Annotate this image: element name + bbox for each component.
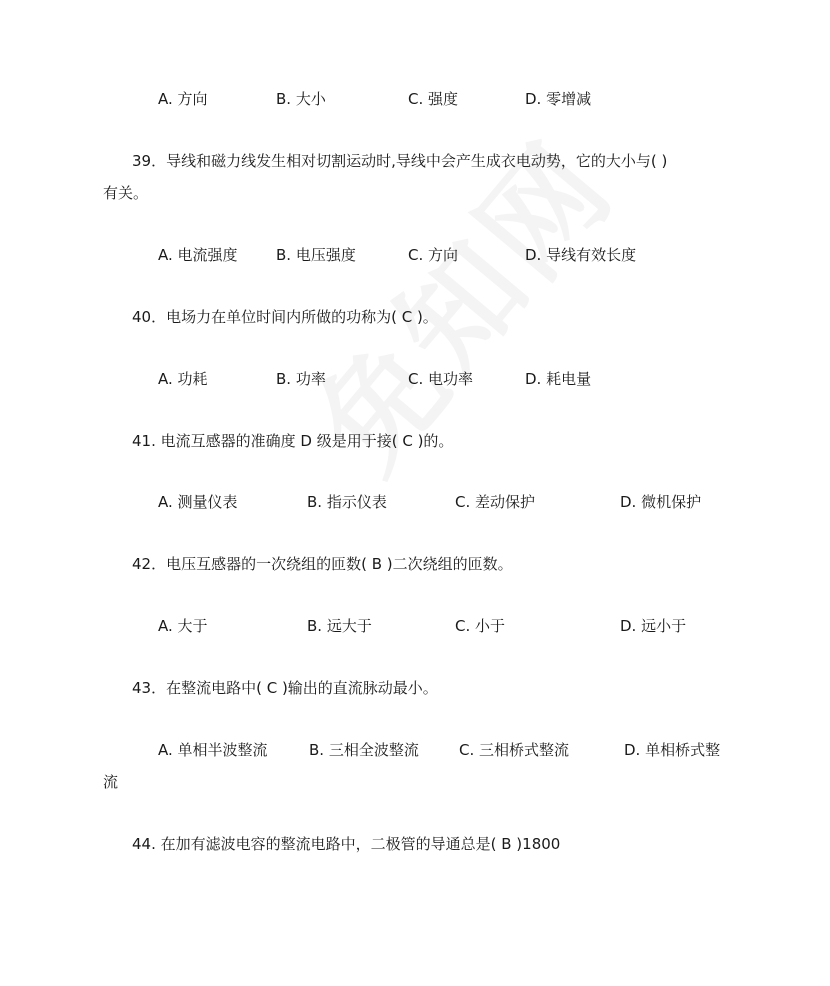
- q40-option-d: D. 耗电量: [525, 370, 592, 388]
- q40-stem: 40．电场力在单位时间内所做的功称为( C )。: [132, 308, 438, 326]
- q43-option-c: C. 三相桥式整流: [459, 741, 570, 759]
- q39-option-a: A. 电流强度: [158, 246, 238, 264]
- q38-option-c: C. 强度: [408, 90, 459, 108]
- q41-stem: 41. 电流互感器的准确度 D 级是用于接( C )的。: [132, 432, 454, 450]
- q44-stem: 44. 在加有滤波电容的整流电路中，二极管的导通总是( B )1800: [132, 835, 561, 853]
- q39-stem-line2: 有关。: [103, 184, 149, 202]
- q40-option-a: A. 功耗: [158, 370, 208, 388]
- q41-option-a: A. 测量仪表: [158, 493, 238, 511]
- q42-option-d: D. 远小于: [620, 617, 687, 635]
- q42-option-b: B. 远大于: [307, 617, 372, 635]
- q38-option-a: A. 方向: [158, 90, 208, 108]
- q39-option-c: C. 方向: [408, 246, 459, 264]
- q40-option-c: C. 电功率: [408, 370, 474, 388]
- q43-option-a: A. 单相半波整流: [158, 741, 268, 759]
- q40-option-b: B. 功率: [276, 370, 326, 388]
- q41-option-d: D. 微机保护: [620, 493, 702, 511]
- q39-option-d: D. 导线有效长度: [525, 246, 637, 264]
- q42-stem: 42．电压互感器的一次绕组的匝数( B )二次绕组的匝数。: [132, 555, 513, 573]
- q43-option-b: B. 三相全波整流: [309, 741, 419, 759]
- q42-option-a: A. 大于: [158, 617, 208, 635]
- q38-option-b: B. 大小: [276, 90, 326, 108]
- q39-stem-line1: 39．导线和磁力线发生相对切割运动时,导线中会产生成衣电动势，它的大小与( ): [132, 152, 668, 170]
- q42-option-c: C. 小于: [455, 617, 506, 635]
- q39-option-b: B. 电压强度: [276, 246, 356, 264]
- q41-option-c: C. 差动保护: [455, 493, 536, 511]
- q43-option-d-wrap: 流: [103, 773, 119, 791]
- q43-stem: 43．在整流电路中( C )输出的直流脉动最小。: [132, 679, 438, 697]
- q38-option-d: D. 零增减: [525, 90, 592, 108]
- q41-option-b: B. 指示仪表: [307, 493, 387, 511]
- q43-option-d: D. 单相桥式整: [624, 741, 721, 759]
